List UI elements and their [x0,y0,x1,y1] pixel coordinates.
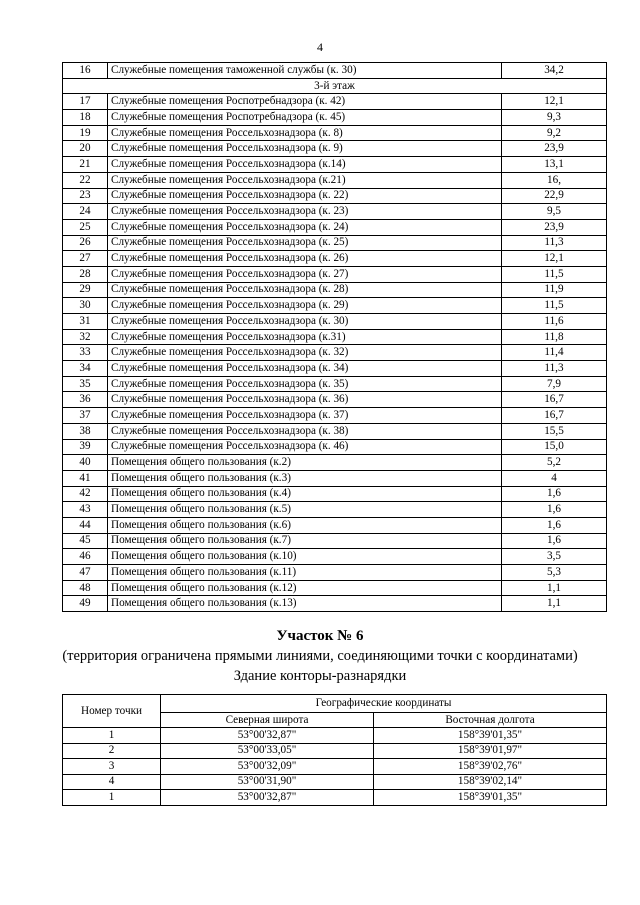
latitude: 53°00'33,05" [161,743,374,759]
row-number: 19 [63,125,108,141]
rooms-table-body [63,63,607,612]
table-row [63,188,607,204]
section-subtitle: (территория ограничена прямыми линиями, соединяющими точки с координатами) [62,648,578,664]
section-title: Участок № 6 [276,628,364,644]
room-name: Служебные помещения Россельхознадзора (к. 25) [108,235,502,251]
row-number: 49 [63,596,108,612]
room-area: 1,6 [502,486,607,502]
floor-row [63,78,607,94]
row-number: 36 [63,392,108,408]
room-name: Служебные помещения Россельхознадзора (к.31) [108,329,502,345]
table-row [63,423,607,439]
room-area: 16,7 [502,408,607,424]
col-lat-header: Северная широта [161,713,374,728]
row-number: 22 [63,172,108,188]
room-area: 12,1 [502,251,607,267]
table-row [63,314,607,330]
point-number: 1 [63,790,161,806]
room-area: 11,9 [502,282,607,298]
row-number: 37 [63,408,108,424]
row-number: 41 [63,470,108,486]
room-name: Служебные помещения Россельхознадзора (к. 37) [108,408,502,424]
row-number: 16 [63,63,108,79]
row-number: 26 [63,235,108,251]
table-row [63,565,607,581]
room-name: Служебные помещения Россельхознадзора (к. 22) [108,188,502,204]
row-number: 33 [63,345,108,361]
latitude: 53°00'32,09" [161,759,374,775]
table-row [63,439,607,455]
longitude: 158°39'02,14" [374,774,607,790]
latitude: 53°00'32,87" [161,728,374,744]
table-row [63,728,607,744]
room-area: 23,9 [502,141,607,157]
room-area: 16,7 [502,392,607,408]
room-name: Помещения общего пользования (к.11) [108,565,502,581]
room-name: Служебные помещения Россельхознадзора (к. 23) [108,204,502,220]
table-row [63,580,607,596]
row-number: 28 [63,266,108,282]
room-name: Служебные помещения Россельхознадзора (к. 24) [108,219,502,235]
row-number: 48 [63,580,108,596]
room-area: 7,9 [502,376,607,392]
table-row [63,157,607,173]
room-area: 12,1 [502,94,607,110]
table-row [63,376,607,392]
room-name: Служебные помещения Россельхознадзора (к.21) [108,172,502,188]
table-row [63,790,607,806]
row-number: 24 [63,204,108,220]
row-number: 45 [63,533,108,549]
room-area: 34,2 [502,63,607,79]
room-area: 11,5 [502,266,607,282]
col-group-header: Географические координаты [161,695,607,713]
room-name: Помещения общего пользования (к.5) [108,502,502,518]
longitude: 158°39'02,76" [374,759,607,775]
table-row [63,533,607,549]
row-number: 38 [63,423,108,439]
room-area: 1,1 [502,580,607,596]
table-row [63,455,607,471]
longitude: 158°39'01,35" [374,790,607,806]
room-area: 4 [502,470,607,486]
room-area: 1,6 [502,517,607,533]
row-number: 17 [63,94,108,110]
room-area: 23,9 [502,219,607,235]
table-row [63,408,607,424]
room-area: 15,0 [502,439,607,455]
row-number: 18 [63,110,108,126]
room-area: 11,3 [502,361,607,377]
room-area: 3,5 [502,549,607,565]
room-name: Служебные помещения Россельхознадзора (к. 32) [108,345,502,361]
room-name: Служебные помещения Россельхознадзора (к. 29) [108,298,502,314]
table-row [63,470,607,486]
row-number: 46 [63,549,108,565]
building-name: Здание конторы-разнарядки [233,668,407,684]
table-row [63,517,607,533]
room-area: 11,6 [502,314,607,330]
room-name: Служебные помещения Роспотребнадзора (к. 45) [108,110,502,126]
row-number: 35 [63,376,108,392]
room-name: Помещения общего пользования (к.3) [108,470,502,486]
row-number: 40 [63,455,108,471]
coordinates-table-body [63,695,607,806]
room-area: 13,1 [502,157,607,173]
room-name: Служебные помещения таможенной службы (к. 30) [108,63,502,79]
room-name: Служебные помещения Россельхознадзора (к. 34) [108,361,502,377]
table-row [63,392,607,408]
room-name: Служебные помещения Россельхознадзора (к. 9) [108,141,502,157]
table-row [63,141,607,157]
room-area: 11,5 [502,298,607,314]
row-number: 32 [63,329,108,345]
room-name: Служебные помещения Россельхознадзора (к. 36) [108,392,502,408]
table-row [63,361,607,377]
room-area: 1,6 [502,502,607,518]
table-row [63,219,607,235]
room-area: 22,9 [502,188,607,204]
table-row [63,596,607,612]
latitude: 53°00'32,87" [161,790,374,806]
col-lon-header: Восточная долгота [374,713,607,728]
room-area: 16, [502,172,607,188]
room-area: 9,2 [502,125,607,141]
row-number: 30 [63,298,108,314]
point-number: 1 [63,728,161,744]
room-area: 11,8 [502,329,607,345]
table-row [63,774,607,790]
room-area: 5,2 [502,455,607,471]
page-number: 4 [317,40,323,54]
row-number: 42 [63,486,108,502]
table-row [63,235,607,251]
table-row [63,345,607,361]
room-name: Служебные помещения Россельхознадзора (к. 28) [108,282,502,298]
room-name: Служебные помещения Россельхознадзора (к. 35) [108,376,502,392]
point-number: 4 [63,774,161,790]
room-area: 1,1 [502,596,607,612]
room-name: Помещения общего пользования (к.12) [108,580,502,596]
table-row [63,282,607,298]
coordinates-table [62,694,607,806]
table-row [63,298,607,314]
room-name: Служебные помещения Россельхознадзора (к. 46) [108,439,502,455]
point-number: 2 [63,743,161,759]
row-number: 20 [63,141,108,157]
row-number: 44 [63,517,108,533]
section-heading [0,626,640,686]
room-name: Служебные помещения Россельхознадзора (к. 27) [108,266,502,282]
row-number: 25 [63,219,108,235]
floor-label: 3-й этаж [63,78,607,94]
room-area: 1,6 [502,533,607,549]
rooms-table [62,62,607,612]
room-area: 9,5 [502,204,607,220]
row-number: 21 [63,157,108,173]
longitude: 158°39'01,97" [374,743,607,759]
room-name: Служебные помещения Россельхознадзора (к. 26) [108,251,502,267]
room-name: Служебные помещения Россельхознадзора (к. 38) [108,423,502,439]
table-row [63,486,607,502]
table-row [63,63,607,79]
row-number: 39 [63,439,108,455]
room-name: Помещения общего пользования (к.10) [108,549,502,565]
row-number: 34 [63,361,108,377]
longitude: 158°39'01,35" [374,728,607,744]
row-number: 27 [63,251,108,267]
room-area: 15,5 [502,423,607,439]
table-row [63,172,607,188]
table-row [63,251,607,267]
table-row [63,125,607,141]
room-name: Помещения общего пользования (к.2) [108,455,502,471]
col-point-header: Номер точки [63,695,161,728]
room-area: 9,3 [502,110,607,126]
latitude: 53°00'31,90" [161,774,374,790]
row-number: 23 [63,188,108,204]
table-row [63,759,607,775]
room-name: Служебные помещения Роспотребнадзора (к. 42) [108,94,502,110]
table-row [63,266,607,282]
room-name: Помещения общего пользования (к.13) [108,596,502,612]
table-row [63,204,607,220]
room-area: 11,4 [502,345,607,361]
room-name: Служебные помещения Россельхознадзора (к. 30) [108,314,502,330]
table-row [63,94,607,110]
room-name: Помещения общего пользования (к.7) [108,533,502,549]
row-number: 47 [63,565,108,581]
table-row [63,502,607,518]
row-number: 31 [63,314,108,330]
table-row [63,743,607,759]
table-row [63,549,607,565]
room-area: 11,3 [502,235,607,251]
room-name: Служебные помещения Россельхознадзора (к. 8) [108,125,502,141]
table-row [63,110,607,126]
header-row [63,695,607,713]
room-name: Помещения общего пользования (к.6) [108,517,502,533]
row-number: 43 [63,502,108,518]
table-row [63,329,607,345]
room-area: 5,3 [502,565,607,581]
room-name: Помещения общего пользования (к.4) [108,486,502,502]
row-number: 29 [63,282,108,298]
room-name: Служебные помещения Россельхознадзора (к.14) [108,157,502,173]
point-number: 3 [63,759,161,775]
